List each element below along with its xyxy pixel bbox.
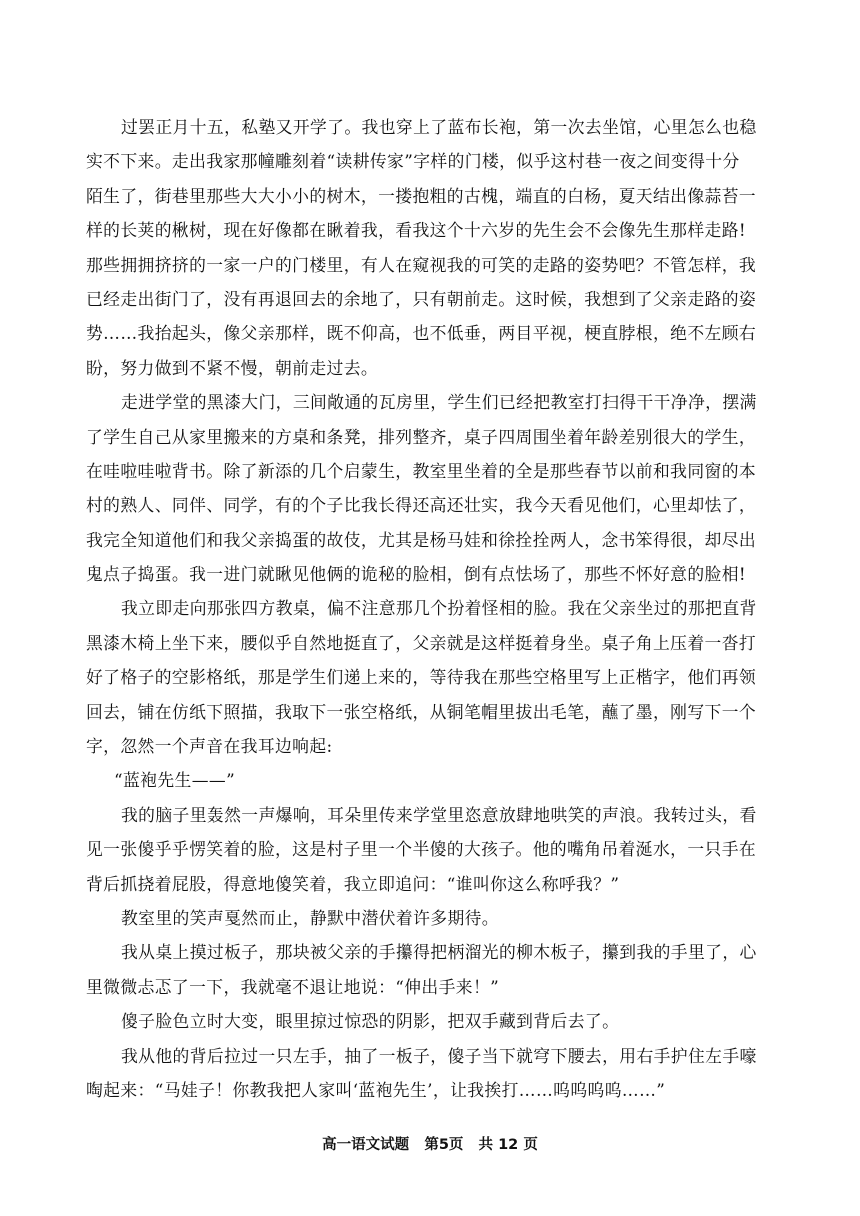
paragraph-line: 已经走出街门了，没有再退回去的余地了，只有朝前走。这时候，我想到了父亲走路的姿 (86, 288, 757, 309)
paragraph-line: 样的长荚的楸树，现在好像都在瞅着我，看我这个十六岁的先生会不会像先生那样走路! (86, 220, 747, 241)
paragraph-line: 势……我抬起头，像父亲那样，既不仰高，也不低垂，两目平视，梗直脖根，绝不左顾右 (86, 323, 757, 344)
paragraph-line: 里微微忐忑了一下，我就毫不退让地说：“伸出手来！” (86, 976, 500, 997)
paragraph-line: 村的熟人、同伴、同学，有的个子比我长得还高还壮实，我今天看见他们，心里却怯了， (86, 495, 757, 516)
paragraph (86, 935, 762, 1004)
paragraph-line: “蓝袍先生——” (114, 770, 236, 791)
page-footer: 高一语文试题 第5页 共 12 页 (322, 1137, 538, 1153)
paragraph (86, 763, 762, 797)
paragraph-line: 见一张傻乎乎愣笑着的脸，这是村子里一个半傻的大孩子。他的嘴角吊着涎水，一只手在 (86, 839, 757, 860)
paragraph-line: 我从桌上摸过板子，那块被父亲的手攥得把柄溜光的柳木板子，攥到我的手里了，心 (121, 942, 757, 963)
paragraph-line: 了学生自己从家里搬来的方桌和条凳，排列整齐，桌子四周围坐着年龄差别很大的学生， (86, 426, 757, 447)
paragraph (86, 385, 762, 591)
paragraph-line: 我从他的背后拉过一只左手，抽了一板子，傻子当下就穹下腰去，用右手护住左手嚎 (121, 1045, 757, 1066)
paragraph-line: 傻子脸色立时大变，眼里掠过惊恐的阴影，把双手藏到背后去了。 (121, 1011, 620, 1032)
paragraph-line: 盼，努力做到不紧不慢，朝前走过去。 (86, 357, 379, 378)
paragraph-line: 过罢正月十五，私塾又开学了。我也穿上了蓝布长袍，第一次去坐馆，心里怎么也稳 (121, 117, 757, 137)
paragraph-line: 黑漆木椅上坐下来，腰似乎自然地挺直了，父亲就是这样挺着身坐。桌子角上压着一沓打 (86, 632, 757, 653)
paragraph-line: 啕起来：“马娃子！你教我把人家叫‘蓝袍先生’，让我挨打……呜呜呜呜……” (86, 1079, 666, 1100)
paragraph (86, 798, 762, 901)
paragraph-line: 背后抓挠着屁股，得意地傻笑着，我立即追问：“谁叫你这么称呼我？” (86, 873, 620, 894)
paragraph-line: 在哇啦哇啦背书。除了新添的几个启蒙生，教室里坐着的全是那些春节以前和我同窗的本 (86, 460, 757, 481)
paragraph-line: 字，忽然一个声音在我耳边响起: (86, 736, 333, 757)
paragraph-line: 实不下来。走出我家那幢雕刻着“读耕传家”字样的门楼，似乎这村巷一夜之间变得十分 (86, 151, 740, 172)
paragraph-line: 回去，铺在仿纸下照描，我取下一张空格纸，从铜笔帽里拔出毛笔，蘸了墨，刚写下一个 (86, 701, 757, 722)
paragraph-line: 那些拥拥挤挤的一家一户的门楼里，有人在窥视我的可笑的走路的姿势吧？不管怎样，我 (86, 254, 757, 275)
paragraph-line: 我的脑子里轰然一声爆响，耳朵里传来学堂里恣意放肆地哄笑的声浪。我转过头，看 (121, 804, 757, 825)
paragraph (86, 1004, 762, 1038)
paragraph (86, 110, 762, 385)
paragraph-line: 陌生了，街巷里那些大大小小的树木，一搂抱粗的古槐，端直的白杨，夏天结出像蒜苔一 (86, 185, 757, 206)
paragraph (86, 591, 762, 763)
paragraph-line: 教室里的笑声戛然而止，静默中潜伏着许多期待。 (121, 907, 499, 928)
paragraph (86, 1039, 762, 1108)
paragraph-line: 鬼点子捣蛋。我一进门就瞅见他俩的诡秘的脸相，倒有点怯场了，那些不怀好意的脸相! (86, 564, 747, 585)
paragraph (86, 901, 762, 935)
paragraph-line: 我完全知道他们和我父亲捣蛋的故伎，尤其是杨马娃和徐拴拴两人，念书笨得很，却尽出 (86, 529, 757, 550)
story-text (86, 110, 762, 1107)
paragraph-line: 好了格子的空影格纸，那是学生们递上来的，等待我在那些空格里写上正楷字，他们再领 (86, 667, 757, 688)
paragraph-line: 走进学堂的黑漆大门，三间敞通的瓦房里，学生们已经把教室打扫得干干净净，摆满 (121, 392, 757, 413)
paragraph-line: 我立即走向那张四方教桌，偏不注意那几个扮着怪相的脸。我在父亲坐过的那把直背 (121, 598, 757, 619)
